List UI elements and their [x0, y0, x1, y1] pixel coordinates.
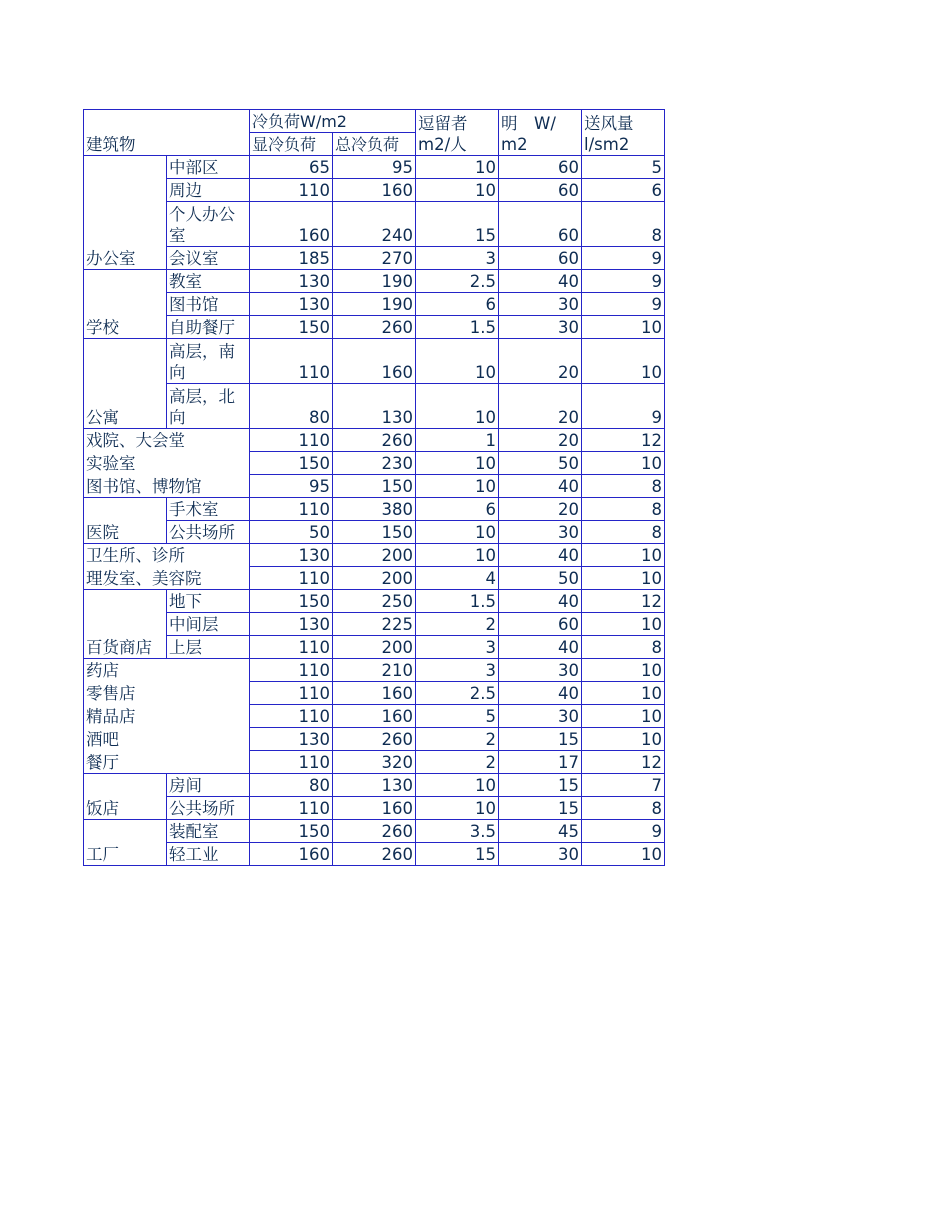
total-cell: 160 — [333, 179, 416, 202]
sensible-cell: 110 — [250, 498, 333, 521]
table-row — [84, 247, 665, 270]
occupant-cell: 6 — [416, 293, 499, 316]
category-cell: 百货商店 — [84, 590, 167, 659]
category-cell: 公寓 — [84, 339, 167, 429]
airflow-cell: 10 — [582, 316, 665, 339]
subcategory-cell: 教室 — [167, 270, 250, 293]
total-cell: 160 — [333, 339, 416, 384]
total-cell: 200 — [333, 544, 416, 567]
lighting-cell: 60 — [499, 613, 582, 636]
sensible-cell: 110 — [250, 567, 333, 590]
sensible-cell: 110 — [250, 682, 333, 705]
sensible-cell: 110 — [250, 659, 333, 682]
sensible-cell: 130 — [250, 270, 333, 293]
table-row — [84, 452, 665, 475]
total-cell: 270 — [333, 247, 416, 270]
occupant-cell: 10 — [416, 452, 499, 475]
total-cell: 225 — [333, 613, 416, 636]
airflow-cell: 12 — [582, 590, 665, 613]
sensible-cell: 110 — [250, 751, 333, 774]
table-row — [84, 156, 665, 179]
airflow-cell: 10 — [582, 452, 665, 475]
lighting-cell: 20 — [499, 429, 582, 452]
header-cooling-load: 冷负荷W/m2 — [250, 110, 416, 133]
cooling-load-table — [83, 109, 665, 866]
total-cell: 150 — [333, 521, 416, 544]
occupant-cell: 10 — [416, 339, 499, 384]
occupant-cell: 10 — [416, 156, 499, 179]
total-cell: 250 — [333, 590, 416, 613]
airflow-cell: 5 — [582, 156, 665, 179]
total-cell: 150 — [333, 475, 416, 498]
category-cell: 零售店 — [84, 682, 250, 705]
sensible-cell: 110 — [250, 797, 333, 820]
lighting-cell: 50 — [499, 452, 582, 475]
occupant-cell: 2.5 — [416, 682, 499, 705]
airflow-cell: 8 — [582, 498, 665, 521]
lighting-cell: 15 — [499, 797, 582, 820]
airflow-cell: 9 — [582, 384, 665, 429]
subcategory-cell: 中部区 — [167, 156, 250, 179]
total-cell: 260 — [333, 820, 416, 843]
sensible-cell: 130 — [250, 293, 333, 316]
table-row — [84, 590, 665, 613]
category-cell: 图书馆、博物馆 — [84, 475, 250, 498]
airflow-cell: 10 — [582, 728, 665, 751]
occupant-cell: 15 — [416, 202, 499, 247]
airflow-cell: 8 — [582, 636, 665, 659]
sensible-cell: 150 — [250, 590, 333, 613]
header-building: 建筑物 — [84, 110, 250, 156]
total-cell: 160 — [333, 705, 416, 728]
total-cell: 200 — [333, 636, 416, 659]
sensible-cell: 80 — [250, 384, 333, 429]
total-cell: 380 — [333, 498, 416, 521]
total-cell: 190 — [333, 270, 416, 293]
sensible-cell: 150 — [250, 316, 333, 339]
lighting-cell: 30 — [499, 293, 582, 316]
total-cell: 230 — [333, 452, 416, 475]
total-cell: 210 — [333, 659, 416, 682]
subcategory-cell: 装配室 — [167, 820, 250, 843]
airflow-cell: 10 — [582, 567, 665, 590]
airflow-cell: 12 — [582, 751, 665, 774]
lighting-cell: 30 — [499, 659, 582, 682]
category-cell: 酒吧 — [84, 728, 250, 751]
total-cell: 260 — [333, 728, 416, 751]
subcategory-cell: 个人办公室 — [167, 202, 250, 247]
category-cell: 理发室、美容院 — [84, 567, 250, 590]
airflow-cell: 7 — [582, 774, 665, 797]
occupant-cell: 2 — [416, 728, 499, 751]
occupant-cell: 1.5 — [416, 590, 499, 613]
total-cell: 160 — [333, 797, 416, 820]
category-cell: 工厂 — [84, 820, 167, 866]
occupant-cell: 2.5 — [416, 270, 499, 293]
lighting-cell: 30 — [499, 843, 582, 866]
airflow-cell: 8 — [582, 475, 665, 498]
lighting-cell: 30 — [499, 521, 582, 544]
category-cell: 精品店 — [84, 705, 250, 728]
category-cell: 办公室 — [84, 156, 167, 270]
airflow-cell: 10 — [582, 659, 665, 682]
total-cell: 190 — [333, 293, 416, 316]
lighting-cell: 40 — [499, 636, 582, 659]
lighting-cell: 60 — [499, 247, 582, 270]
header-lighting: 明 W/ m2 — [499, 110, 582, 156]
lighting-cell: 40 — [499, 682, 582, 705]
table-row — [84, 339, 665, 384]
sensible-cell: 150 — [250, 452, 333, 475]
sensible-cell: 160 — [250, 843, 333, 866]
sensible-cell: 110 — [250, 705, 333, 728]
airflow-cell: 9 — [582, 247, 665, 270]
table-row — [84, 202, 665, 247]
airflow-cell: 10 — [582, 613, 665, 636]
sensible-cell: 130 — [250, 613, 333, 636]
lighting-cell: 30 — [499, 705, 582, 728]
lighting-cell: 60 — [499, 202, 582, 247]
table-row — [84, 384, 665, 429]
table-row — [84, 659, 665, 682]
sensible-cell: 110 — [250, 429, 333, 452]
airflow-cell: 9 — [582, 293, 665, 316]
table-row — [84, 544, 665, 567]
lighting-cell: 30 — [499, 316, 582, 339]
occupant-cell: 15 — [416, 843, 499, 866]
total-cell: 200 — [333, 567, 416, 590]
subcategory-cell: 会议室 — [167, 247, 250, 270]
lighting-cell: 40 — [499, 270, 582, 293]
lighting-cell: 60 — [499, 156, 582, 179]
lighting-cell: 60 — [499, 179, 582, 202]
occupant-cell: 3 — [416, 636, 499, 659]
total-cell: 130 — [333, 774, 416, 797]
airflow-cell: 8 — [582, 202, 665, 247]
total-cell: 260 — [333, 429, 416, 452]
subcategory-cell: 地下 — [167, 590, 250, 613]
occupant-cell: 10 — [416, 521, 499, 544]
subcategory-cell: 自助餐厅 — [167, 316, 250, 339]
airflow-cell: 8 — [582, 797, 665, 820]
occupant-cell: 2 — [416, 613, 499, 636]
header-sensible: 显冷负荷 — [250, 133, 333, 156]
occupant-cell: 5 — [416, 705, 499, 728]
subcategory-cell: 房间 — [167, 774, 250, 797]
table-row — [84, 475, 665, 498]
occupant-cell: 10 — [416, 475, 499, 498]
table-row — [84, 820, 665, 843]
sensible-cell: 110 — [250, 339, 333, 384]
lighting-cell: 45 — [499, 820, 582, 843]
total-cell: 160 — [333, 682, 416, 705]
occupant-cell: 2 — [416, 751, 499, 774]
lighting-cell: 20 — [499, 498, 582, 521]
table-row — [84, 682, 665, 705]
lighting-cell: 17 — [499, 751, 582, 774]
category-cell: 医院 — [84, 498, 167, 544]
occupant-cell: 3 — [416, 659, 499, 682]
sensible-cell: 150 — [250, 820, 333, 843]
table-row — [84, 843, 665, 866]
category-cell: 实验室 — [84, 452, 250, 475]
sensible-cell: 80 — [250, 774, 333, 797]
total-cell: 240 — [333, 202, 416, 247]
lighting-cell: 40 — [499, 590, 582, 613]
table-row — [84, 797, 665, 820]
sensible-cell: 95 — [250, 475, 333, 498]
airflow-cell: 6 — [582, 179, 665, 202]
table-row — [84, 705, 665, 728]
subcategory-cell: 高层，北向 — [167, 384, 250, 429]
lighting-cell: 15 — [499, 774, 582, 797]
subcategory-cell: 中间层 — [167, 613, 250, 636]
lighting-cell: 20 — [499, 384, 582, 429]
sensible-cell: 160 — [250, 202, 333, 247]
sensible-cell: 130 — [250, 544, 333, 567]
airflow-cell: 9 — [582, 270, 665, 293]
subcategory-cell: 手术室 — [167, 498, 250, 521]
table-row — [84, 567, 665, 590]
table-row — [84, 316, 665, 339]
airflow-cell: 10 — [582, 682, 665, 705]
occupant-cell: 10 — [416, 179, 499, 202]
category-cell: 戏院、大会堂 — [84, 429, 250, 452]
table-row — [84, 728, 665, 751]
subcategory-cell: 周边 — [167, 179, 250, 202]
lighting-cell: 20 — [499, 339, 582, 384]
table-row — [84, 293, 665, 316]
subcategory-cell: 高层，南向 — [167, 339, 250, 384]
airflow-cell: 9 — [582, 820, 665, 843]
header-occupant: 逗留者m2/人 — [416, 110, 499, 156]
airflow-cell: 12 — [582, 429, 665, 452]
subcategory-cell: 公共场所 — [167, 797, 250, 820]
table-row — [84, 774, 665, 797]
lighting-cell: 40 — [499, 475, 582, 498]
sensible-cell: 130 — [250, 728, 333, 751]
airflow-cell: 8 — [582, 521, 665, 544]
subcategory-cell: 上层 — [167, 636, 250, 659]
sensible-cell: 65 — [250, 156, 333, 179]
airflow-cell: 10 — [582, 544, 665, 567]
table-row — [84, 636, 665, 659]
lighting-cell: 40 — [499, 544, 582, 567]
occupant-cell: 10 — [416, 384, 499, 429]
occupant-cell: 1 — [416, 429, 499, 452]
occupant-cell: 10 — [416, 797, 499, 820]
header-total: 总冷负荷 — [333, 133, 416, 156]
total-cell: 260 — [333, 316, 416, 339]
sensible-cell: 50 — [250, 521, 333, 544]
table-row — [84, 521, 665, 544]
sensible-cell: 185 — [250, 247, 333, 270]
occupant-cell: 6 — [416, 498, 499, 521]
occupant-cell: 3.5 — [416, 820, 499, 843]
total-cell: 130 — [333, 384, 416, 429]
subcategory-cell: 公共场所 — [167, 521, 250, 544]
table-row — [84, 498, 665, 521]
occupant-cell: 10 — [416, 544, 499, 567]
table-row — [84, 270, 665, 293]
lighting-cell: 50 — [499, 567, 582, 590]
category-cell: 餐厅 — [84, 751, 250, 774]
category-cell: 饭店 — [84, 774, 167, 820]
table-row — [84, 429, 665, 452]
total-cell: 260 — [333, 843, 416, 866]
airflow-cell: 10 — [582, 843, 665, 866]
header-airflow: 送风量 l/sm2 — [582, 110, 665, 156]
occupant-cell: 1.5 — [416, 316, 499, 339]
occupant-cell: 4 — [416, 567, 499, 590]
occupant-cell: 10 — [416, 774, 499, 797]
category-cell: 卫生所、诊所 — [84, 544, 250, 567]
category-cell: 学校 — [84, 270, 167, 339]
sensible-cell: 110 — [250, 179, 333, 202]
lighting-cell: 15 — [499, 728, 582, 751]
table-row — [84, 179, 665, 202]
table-row — [84, 613, 665, 636]
total-cell: 95 — [333, 156, 416, 179]
total-cell: 320 — [333, 751, 416, 774]
subcategory-cell: 轻工业 — [167, 843, 250, 866]
subcategory-cell: 图书馆 — [167, 293, 250, 316]
category-cell: 药店 — [84, 659, 250, 682]
occupant-cell: 3 — [416, 247, 499, 270]
sensible-cell: 110 — [250, 636, 333, 659]
airflow-cell: 10 — [582, 705, 665, 728]
airflow-cell: 10 — [582, 339, 665, 384]
table-row — [84, 751, 665, 774]
